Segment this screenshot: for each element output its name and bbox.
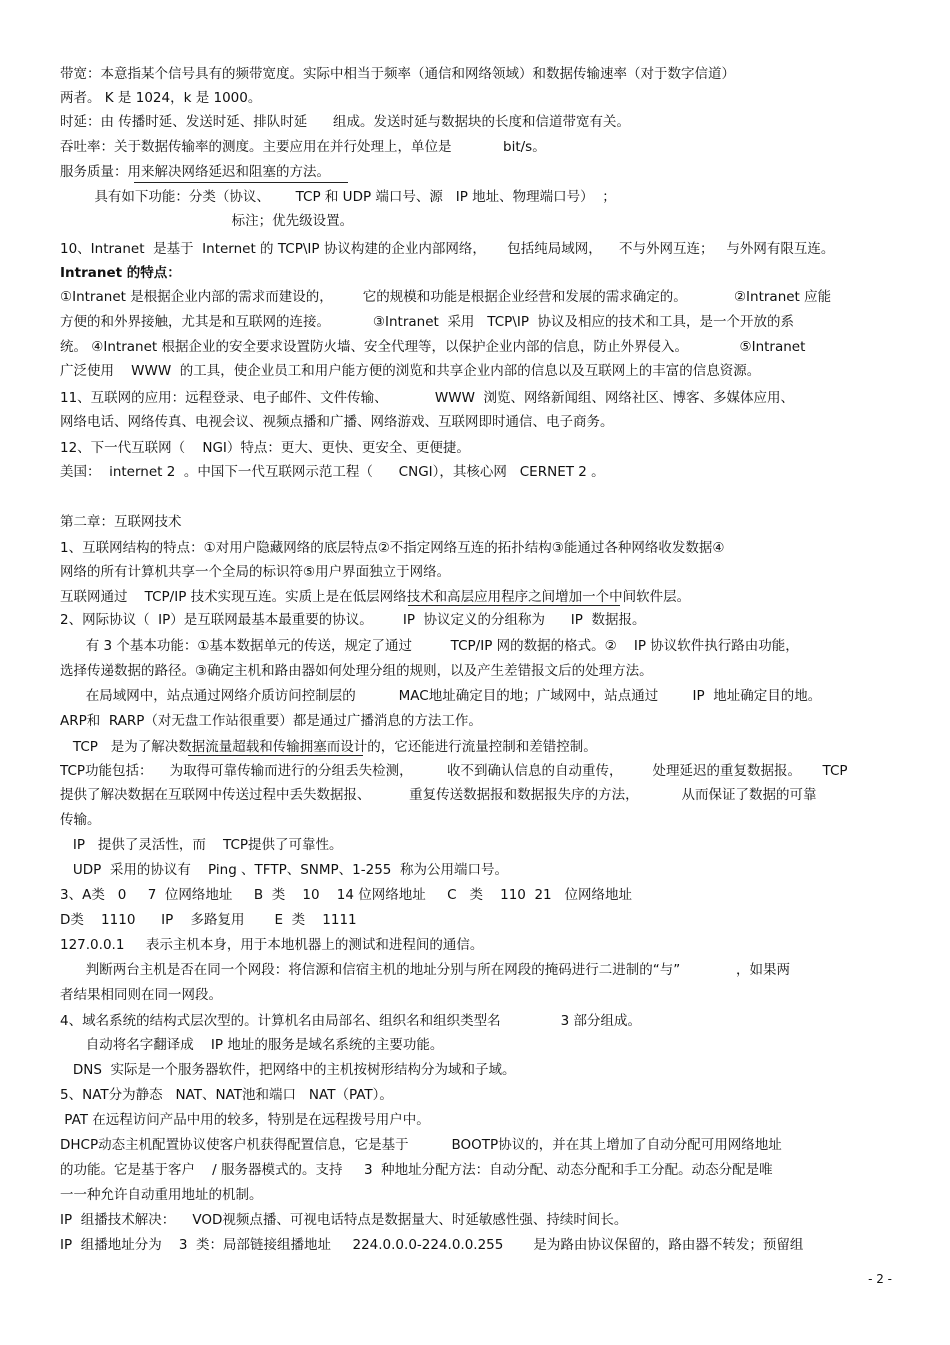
text-line: 两者。 K 是 1024，k 是 1000。 bbox=[60, 90, 262, 106]
text-line: TCP 是为了解决数据流量超载和传输拥塞而设计的，它还能进行流量控制和差错控制。 bbox=[60, 739, 597, 755]
text-line: 12、下一代互联网（ NGI）特点：更大、更快、更安全、更便捷。 bbox=[60, 440, 470, 456]
text-line: 者结果相同则在同一网段。 bbox=[60, 987, 222, 1003]
text-line: 互联网通过 TCP/IP 技术实现互连。实质上是在低层网络技术和高层应用程序之间增加一个中间软件层。 bbox=[60, 589, 691, 605]
text-line: 广泛使用 WWW 的工具，使企业员工和用户能方便的浏览和共享企业内部的信息以及互联网上的丰富的信息资源。 bbox=[60, 363, 761, 379]
text-line: ①Intranet 是根据企业内部的需求而建设的， 它的规模和功能是根据企业经营和发展的需求确定的。 ②Intranet 应能 bbox=[60, 289, 832, 305]
text-line: 统。 ④Intranet 根据企业的安全要求设置防火墙、安全代理等，以保护企业内部的信息，防止外界侵入。 ⑤Intranet bbox=[60, 339, 806, 355]
text-line: 判断两台主机是否在同一个网段：将信源和信宿主机的地址分别与所在网段的掩码进行二进制的“与” ，如果两 bbox=[60, 962, 791, 978]
text-line: 127.0.0.1 表示主机本身，用于本地机器上的测试和进程间的通信。 bbox=[60, 937, 484, 953]
text-line: 吞吐率：关于数据传输率的测度。主要应用在并行处理上，单位是 bit/s。 bbox=[60, 139, 546, 155]
text-line: 传输。 bbox=[60, 812, 101, 828]
text-line: 提供了解决数据在互联网中传送过程中丢失数据报、 重复传送数据报和数据报失序的方法， 从而保证了数据的可靠 bbox=[60, 787, 817, 803]
text-line: 一一种允许自动重用地址的机制。 bbox=[60, 1187, 263, 1203]
text-line: 在局域网中，站点通过网络介质访问控制层的 MAC地址确定目的地；广域网中，站点通过 IP 地址确定目的地。 bbox=[60, 688, 822, 704]
text-line: PAT 在远程访问产品中用的较多，特别是在远程拨号用户中。 bbox=[60, 1112, 430, 1128]
text-line: Intranet 的特点： bbox=[60, 265, 181, 281]
text-line: 5、NAT分为静态 NAT、NAT池和端口 NAT（PAT）。 bbox=[60, 1087, 393, 1103]
underline bbox=[188, 755, 363, 756]
text-line: UDP 采用的协议有 Ping 、TFTP、SNMP、1-255 称为公用端口号。 bbox=[60, 862, 508, 878]
underline bbox=[134, 182, 348, 183]
text-line: 有 3 个基本功能：①基本数据单元的传送，规定了通过 TCP/IP 网的数据的格式。② IP 协议软件执行路由功能， bbox=[60, 638, 799, 654]
text-line: 选择传递数据的路径。③确定主机和路由器如何处理分组的规则，以及产生差错报文后的处理方法。 bbox=[60, 663, 653, 679]
text-line: 网络的所有计算机共享一个全局的标识符⑤用户界面独立于网络。 bbox=[60, 564, 451, 580]
text-line: 带宽：本意指某个信号具有的频带宽度。实际中相当于频率（通信和网络领域）和数据传输速率（对于数字信道） bbox=[60, 66, 735, 82]
text-line: TCP功能包括： 为取得可靠传输而进行的分组丢失检测， 收不到确认信息的自动重传， 处理延迟的重复数据报。 TCP bbox=[60, 763, 848, 779]
text-line: 2、网际协议（ IP）是互联网最基本最重要的协议。 IP 协议定义的分组称为 IP 数据报。 bbox=[60, 612, 646, 628]
text-line: IP 组播技术解决： VOD视频点播、可视电话特点是数据量大、时延敏感性强、持续时间长。 bbox=[60, 1212, 628, 1228]
section-heading: 第二章：互联网技术 bbox=[60, 514, 182, 530]
text-line: ARP和 RARP（对无盘工作站很重要）都是通过广播消息的方法工作。 bbox=[60, 713, 482, 729]
page-number: - 2 - bbox=[868, 1272, 892, 1286]
text-line: IP 提供了灵活性，而 TCP提供了可靠性。 bbox=[60, 837, 343, 853]
text-line: D类 1110 IP 多路复用 E 类 1111 bbox=[60, 912, 357, 928]
text-line: 具有如下功能：分类（协议、 TCP 和 UDP 端口号、源 IP 地址、物理端口号） ； bbox=[60, 189, 616, 205]
text-line: DNS 实际是一个服务器软件，把网络中的主机按树形结构分为域和子域。 bbox=[60, 1062, 516, 1078]
text-line: 网络电话、网络传真、电视会议、视频点播和广播、网络游戏、互联网即时通信、电子商务。 bbox=[60, 414, 614, 430]
text-line: 1、互联网结构的特点：①对用户隐藏网络的底层特点②不指定网络互连的拓扑结构③能通过各种网络收发数据④ bbox=[60, 540, 725, 556]
text-line: 自动将名字翻译成 IP 地址的服务是域名系统的主要功能。 bbox=[60, 1037, 444, 1053]
text-line: 美国： internet 2 。中国下一代互联网示范工程（ CNGI），其核心网 CERNET 2 。 bbox=[60, 464, 605, 480]
text-line: 方便的和外界接触，尤其是和互联网的连接。 ③Intranet 采用 TCP\IP 协议及相应的技术和工具，是一个开放的系 bbox=[60, 314, 795, 330]
text-line: 4、域名系统的结构式层次型的。计算机名由局部名、组织名和组织类型名 3 部分组成。 bbox=[60, 1013, 642, 1029]
text-line: DHCP动态主机配置协议使客户机获得配置信息，它是基于 BOOTP协议的，并在其上增加了自动分配可用网络地址 bbox=[60, 1137, 782, 1153]
text-line: 标注；优先级设置。 bbox=[60, 213, 354, 229]
text-line: 时延：由 传播时延、发送时延、排队时延 组成。发送时延与数据块的长度和信道带宽有关。 bbox=[60, 114, 631, 130]
text-line: 3、A类 0 7 位网络地址 B 类 10 14 位网络地址 C 类 110 21 位网络地址 bbox=[60, 887, 633, 903]
text-line: 服务质量：用来解决网络延迟和阻塞的方法。 bbox=[60, 164, 330, 180]
underline bbox=[408, 605, 620, 606]
text-line: 的功能。它是基于客户 / 服务器模式的。支持 3 种地址分配方法：自动分配、动态分配和手工分配。动态分配是唯 bbox=[60, 1162, 773, 1178]
text-line: IP 组播地址分为 3 类：局部链接组播地址 224.0.0.0-224.0.0.255 是为路由协议保留的，路由器不转发；预留组 bbox=[60, 1237, 804, 1253]
text-line: 11、互联网的应用：远程登录、电子邮件、文件传输、 WWW 浏览、网络新闻组、网络社区、博客、多媒体应用、 bbox=[60, 390, 795, 406]
text-line: 10、Intranet 是基于 Internet 的 TCP\IP 协议构建的企业内部网络， 包括纯局域网， 不与外网互连； 与外网有限互连。 bbox=[60, 241, 835, 257]
